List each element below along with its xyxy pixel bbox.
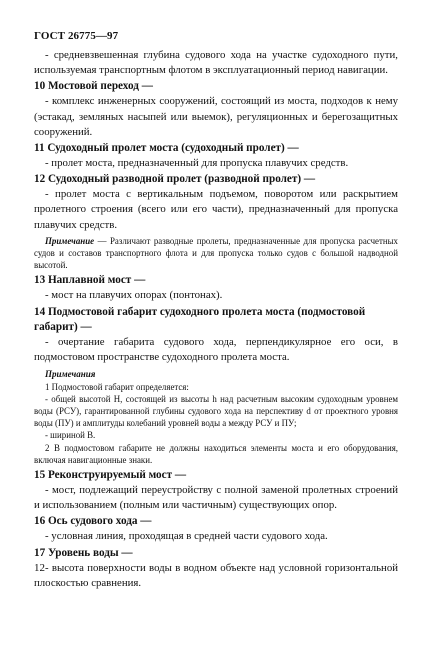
term-15-heading: 15 Реконструируемый мост — xyxy=(34,468,187,481)
term-14-note-1: 1 Подмостовой габарит определяется: xyxy=(45,381,189,392)
term-10-definition: - комплекс инженерных сооружений, состоящий из моста, подходов к нему (эстакад, земляных насыпей или выемок), регуляционных и берегозащитных сооружений. xyxy=(34,95,398,138)
term-11-definition: - пролет моста, предназначенный для пропуска плавучих средств. xyxy=(45,157,349,170)
page-header-standard-number: ГОСТ 26775—97 xyxy=(34,30,119,42)
term-14-definition: - очертание габарита судового хода, перпендикулярное его оси, в подмостовом пространстве судоходного пролета моста. xyxy=(34,335,398,363)
paragraph-intro: - средневзвешенная глубина судового хода на участке судоходного пути, используемая транспортным флотом в эксплуатационный период навигации. xyxy=(34,49,398,77)
term-17-heading: 17 Уровень воды — xyxy=(34,546,133,559)
term-14-notes-heading: Примечания xyxy=(45,369,96,380)
note-text: — Различают разводные пролеты, предназначенные для пропуска расчетных судов и составов транспортного флота и для пропуска только судов с большой надводной высотой. xyxy=(34,235,398,271)
term-17-definition: - высота поверхности воды в водном объекте над условной горизонтальной плоскостью сравнения. xyxy=(34,561,398,589)
term-13-heading: 13 Наплавной мост — xyxy=(34,274,146,287)
term-12-heading: 12 Судоходный разводной пролет (разводной пролет) — xyxy=(34,173,316,186)
note-label: Примечание xyxy=(45,235,95,246)
term-16-heading: 16 Ось судового хода — xyxy=(34,515,152,528)
term-10-heading: 10 Мостовой переход — xyxy=(34,80,153,93)
term-13-definition: - мост на плавучих опорах (понтонах). xyxy=(45,289,223,302)
term-14-heading: 14 Подмостовой габарит судоходного пролета моста (подмостовой габарит) — xyxy=(34,305,366,333)
term-15-definition: - мост, подлежащий переустройству с полной заменой пролетных строений и использованием (полным или частичным) существующих опор. xyxy=(34,483,398,512)
page-content xyxy=(34,48,398,591)
page-number: 12 xyxy=(34,562,45,574)
term-14-note-2: 2 В подмостовом габарите не должны находиться элементы моста и его оборудования, включая навигационные знаки. xyxy=(34,442,398,465)
term-12-note xyxy=(34,235,398,272)
term-14-note-1a: - общей высотой H, состоящей из высоты h над расчетным высоким судоходным уровнем воды (РСУ), гарантированной глубины судового хода на перспективу d от проектного уровня воды (ПУ) и амплитуды колебаний уровней воды a между РСУ и ПУ; xyxy=(34,393,398,429)
term-14-note-1b: - шириной B. xyxy=(45,430,96,441)
term-11-heading: 11 Судоходный пролет моста (судоходный пролет) — xyxy=(34,142,299,155)
term-12-definition: - пролет моста с вертикальным подъемом, поворотом или раскрытием пролетного строения (всего или его части), предназначенный для пропуска плавучих средств. xyxy=(34,188,398,231)
term-16-definition: - условная линия, проходящая в средней части судового хода. xyxy=(45,530,328,543)
